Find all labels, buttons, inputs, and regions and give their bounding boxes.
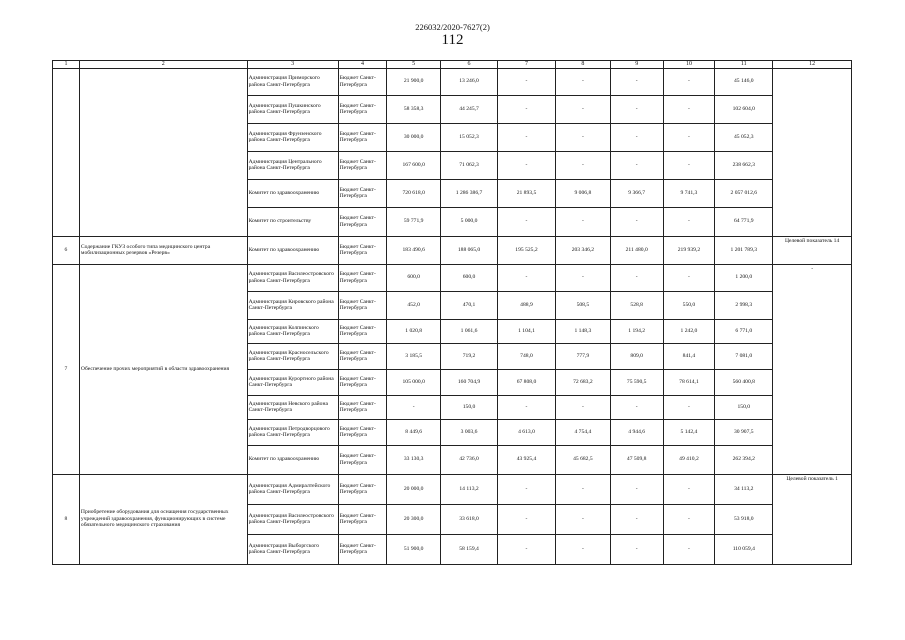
total-cell: 560 400,8 xyxy=(715,369,773,395)
executor-cell: Администрация Курортного района Санкт-Петербурга xyxy=(247,369,338,395)
year-value-cell: 42 736,0 xyxy=(441,445,498,474)
column-number: 8 xyxy=(555,61,610,69)
year-value-cell: - xyxy=(663,534,715,564)
year-value-cell: 21 900,0 xyxy=(387,68,441,95)
funding-source-cell: Бюджет Санкт-Петербурга xyxy=(338,151,387,179)
year-value-cell: 49 410,2 xyxy=(663,445,715,474)
column-number: 5 xyxy=(387,61,441,69)
year-value-cell: 3 003,6 xyxy=(441,419,498,445)
year-value-cell: 8 449,6 xyxy=(387,419,441,445)
target-indicator-note: Целевой показатель 14 xyxy=(773,236,852,264)
column-number: 6 xyxy=(441,61,498,69)
year-value-cell: - xyxy=(663,264,715,291)
year-value-cell: - xyxy=(610,151,663,179)
executor-cell: Администрация Адмиралтейского района Санкт-Петербурга xyxy=(247,474,338,504)
funding-source-cell: Бюджет Санкт-Петербурга xyxy=(338,534,387,564)
year-value-cell: 5 000,0 xyxy=(441,207,498,236)
year-value-cell: 45 682,5 xyxy=(555,445,610,474)
year-value-cell: 4 944,6 xyxy=(610,419,663,445)
year-value-cell: 59 771,9 xyxy=(387,207,441,236)
total-cell: 53 918,0 xyxy=(715,504,773,534)
item-number xyxy=(53,68,80,236)
year-value-cell: 550,0 xyxy=(663,291,715,319)
column-number: 2 xyxy=(79,61,247,69)
total-cell: 45 146,0 xyxy=(715,68,773,95)
year-value-cell: 4 613,0 xyxy=(498,419,556,445)
year-value-cell: - xyxy=(555,264,610,291)
year-value-cell: - xyxy=(498,264,556,291)
funding-source-cell: Бюджет Санкт-Петербурга xyxy=(338,207,387,236)
funding-source-cell: Бюджет Санкт-Петербурга xyxy=(338,369,387,395)
year-value-cell: - xyxy=(555,474,610,504)
year-value-cell: 105 000,0 xyxy=(387,369,441,395)
year-value-cell: 75 590,5 xyxy=(610,369,663,395)
target-indicator-note: Целевой показатель 1 xyxy=(773,474,852,564)
year-value-cell: - xyxy=(555,151,610,179)
year-value-cell: - xyxy=(663,504,715,534)
year-value-cell: 600,0 xyxy=(441,264,498,291)
funding-source-cell: Бюджет Санкт-Петербурга xyxy=(338,291,387,319)
executor-cell: Администрация Фрунзенского района Санкт-Петербурга xyxy=(247,123,338,151)
total-cell: 64 771,9 xyxy=(715,207,773,236)
year-value-cell: - xyxy=(498,68,556,95)
year-value-cell: 188 065,0 xyxy=(441,236,498,264)
year-value-cell: 72 683,2 xyxy=(555,369,610,395)
column-number: 11 xyxy=(715,61,773,69)
item-number: 7 xyxy=(53,264,80,474)
executor-cell: Комитет по здравоохранению xyxy=(247,445,338,474)
funding-source-cell: Бюджет Санкт-Петербурга xyxy=(338,123,387,151)
year-value-cell: 58 358,3 xyxy=(387,95,441,123)
year-value-cell: - xyxy=(555,534,610,564)
year-value-cell: 195 525,2 xyxy=(498,236,556,264)
column-number: 7 xyxy=(498,61,556,69)
year-value-cell: 30 000,0 xyxy=(387,123,441,151)
total-cell: 1 201 789,3 xyxy=(715,236,773,264)
year-value-cell: - xyxy=(555,123,610,151)
measure-title: Содержание ГКУЗ особого типа медицинского центра мобилизационных резервов «Резерв» xyxy=(79,236,247,264)
year-value-cell: - xyxy=(555,504,610,534)
executor-cell: Администрация Невского района Санкт-Петербурга xyxy=(247,395,338,419)
total-cell: 7 081,0 xyxy=(715,343,773,369)
year-value-cell: 219 939,2 xyxy=(663,236,715,264)
year-value-cell: 1 020,8 xyxy=(387,319,441,343)
measure-title: Приобретение оборудования для оснащения государственных учреждений здравоохранения, функционирующих в системе обязательного медицинского страхования xyxy=(79,474,247,564)
item-number: 6 xyxy=(53,236,80,264)
target-indicator-note xyxy=(773,68,852,236)
year-value-cell: - xyxy=(555,68,610,95)
year-value-cell: 719,2 xyxy=(441,343,498,369)
year-value-cell: 44 245,7 xyxy=(441,95,498,123)
executor-cell: Администрация Колпинского района Санкт-Петербурга xyxy=(247,319,338,343)
total-cell: 262 394,2 xyxy=(715,445,773,474)
year-value-cell: 13 246,0 xyxy=(441,68,498,95)
year-value-cell: 51 900,0 xyxy=(387,534,441,564)
year-value-cell: - xyxy=(387,395,441,419)
year-value-cell: - xyxy=(610,95,663,123)
year-value-cell: - xyxy=(663,207,715,236)
column-number: 4 xyxy=(338,61,387,69)
executor-cell: Администрация Петродворцового района Санкт-Петербурга xyxy=(247,419,338,445)
page-number: 112 xyxy=(441,32,464,48)
year-value-cell: 21 893,5 xyxy=(498,179,556,207)
executor-cell: Администрация Красносельского района Санкт-Петербурга xyxy=(247,343,338,369)
year-value-cell: 470,1 xyxy=(441,291,498,319)
executor-cell: Администрация Приморского района Санкт-Петербурга xyxy=(247,68,338,95)
total-cell: 34 113,2 xyxy=(715,474,773,504)
year-value-cell: 15 052,3 xyxy=(441,123,498,151)
year-value-cell: - xyxy=(610,68,663,95)
total-cell: 2 998,3 xyxy=(715,291,773,319)
column-number-row xyxy=(53,61,852,69)
year-value-cell: - xyxy=(663,474,715,504)
year-value-cell: 508,5 xyxy=(555,291,610,319)
year-value-cell: - xyxy=(498,395,556,419)
executor-cell: Комитет по здравоохранению xyxy=(247,236,338,264)
year-value-cell: 9 006,8 xyxy=(555,179,610,207)
total-cell: 30 907,5 xyxy=(715,419,773,445)
year-value-cell: 488,9 xyxy=(498,291,556,319)
funding-source-cell: Бюджет Санкт-Петербурга xyxy=(338,68,387,95)
year-value-cell: 528,8 xyxy=(610,291,663,319)
target-indicator-note: - xyxy=(773,264,852,474)
year-value-cell: - xyxy=(663,68,715,95)
funding-source-cell: Бюджет Санкт-Петербурга xyxy=(338,419,387,445)
year-value-cell: - xyxy=(663,151,715,179)
executor-cell: Администрация Кировского района Санкт-Петербурга xyxy=(247,291,338,319)
executor-cell: Комитет по строительству xyxy=(247,207,338,236)
year-value-cell: - xyxy=(610,534,663,564)
year-value-cell: 203 346,2 xyxy=(555,236,610,264)
table-row xyxy=(53,264,852,291)
year-value-cell: - xyxy=(498,207,556,236)
year-value-cell: - xyxy=(498,534,556,564)
year-value-cell: 71 062,3 xyxy=(441,151,498,179)
year-value-cell: - xyxy=(555,395,610,419)
executor-cell: Администрация Пушкинского района Санкт-Петербурга xyxy=(247,95,338,123)
year-value-cell: 1 061,6 xyxy=(441,319,498,343)
funding-source-cell: Бюджет Санкт-Петербурга xyxy=(338,95,387,123)
measure-title: Обеспечение прочих мероприятий в области здравоохранения xyxy=(79,264,247,474)
column-number: 10 xyxy=(663,61,715,69)
year-value-cell: 43 925,4 xyxy=(498,445,556,474)
year-value-cell: 748,0 xyxy=(498,343,556,369)
year-value-cell: - xyxy=(498,474,556,504)
column-number: 3 xyxy=(247,61,338,69)
year-value-cell: 20 000,0 xyxy=(387,474,441,504)
total-cell: 110 059,4 xyxy=(715,534,773,564)
year-value-cell: 33 130,3 xyxy=(387,445,441,474)
year-value-cell: 167 600,0 xyxy=(387,151,441,179)
document-registration-code: 226032/2020-7627(2) xyxy=(415,22,490,32)
year-value-cell: 1 148,3 xyxy=(555,319,610,343)
total-cell: 1 200,0 xyxy=(715,264,773,291)
year-value-cell: 14 113,2 xyxy=(441,474,498,504)
year-value-cell: - xyxy=(610,395,663,419)
year-value-cell: 600,0 xyxy=(387,264,441,291)
funding-source-cell: Бюджет Санкт-Петербурга xyxy=(338,504,387,534)
column-number: 12 xyxy=(773,61,852,69)
year-value-cell: - xyxy=(610,474,663,504)
year-value-cell: - xyxy=(555,207,610,236)
year-value-cell: - xyxy=(610,123,663,151)
year-value-cell: 720 618,0 xyxy=(387,179,441,207)
year-value-cell: 20 300,0 xyxy=(387,504,441,534)
column-number: 9 xyxy=(610,61,663,69)
year-value-cell: - xyxy=(610,207,663,236)
executor-cell: Администрация Василеостровского района Санкт-Петербурга xyxy=(247,264,338,291)
year-value-cell: 47 509,8 xyxy=(610,445,663,474)
year-value-cell: 58 159,4 xyxy=(441,534,498,564)
total-cell: 238 662,3 xyxy=(715,151,773,179)
year-value-cell: - xyxy=(498,151,556,179)
year-value-cell: 183 490,6 xyxy=(387,236,441,264)
funding-source-cell: Бюджет Санкт-Петербурга xyxy=(338,474,387,504)
year-value-cell: 1 286 386,7 xyxy=(441,179,498,207)
table-row xyxy=(53,474,852,504)
year-value-cell: - xyxy=(498,504,556,534)
year-value-cell: 160 704,9 xyxy=(441,369,498,395)
year-value-cell: - xyxy=(498,123,556,151)
year-value-cell: 1 242,0 xyxy=(663,319,715,343)
measure-title xyxy=(79,68,247,236)
year-value-cell: 67 808,0 xyxy=(498,369,556,395)
year-value-cell: 4 754,4 xyxy=(555,419,610,445)
item-number: 8 xyxy=(53,474,80,564)
year-value-cell: - xyxy=(610,264,663,291)
year-value-cell: 3 185,5 xyxy=(387,343,441,369)
year-value-cell: - xyxy=(498,95,556,123)
year-value-cell: 9 366,7 xyxy=(610,179,663,207)
total-cell: 102 604,0 xyxy=(715,95,773,123)
year-value-cell: - xyxy=(663,123,715,151)
year-value-cell: 150,0 xyxy=(441,395,498,419)
funding-source-cell: Бюджет Санкт-Петербурга xyxy=(338,264,387,291)
column-number: 1 xyxy=(53,61,80,69)
year-value-cell: 9 741,3 xyxy=(663,179,715,207)
funding-source-cell: Бюджет Санкт-Петербурга xyxy=(338,236,387,264)
year-value-cell: - xyxy=(663,95,715,123)
funding-source-cell: Бюджет Санкт-Петербурга xyxy=(338,445,387,474)
funding-source-cell: Бюджет Санкт-Петербурга xyxy=(338,319,387,343)
year-value-cell: - xyxy=(555,95,610,123)
year-value-cell: 452,0 xyxy=(387,291,441,319)
year-value-cell: 841,4 xyxy=(663,343,715,369)
total-cell: 150,0 xyxy=(715,395,773,419)
year-value-cell: 1 194,2 xyxy=(610,319,663,343)
executor-cell: Администрация Центрального района Санкт-Петербурга xyxy=(247,151,338,179)
total-cell: 45 052,3 xyxy=(715,123,773,151)
year-value-cell: 777,9 xyxy=(555,343,610,369)
funding-source-cell: Бюджет Санкт-Петербурга xyxy=(338,395,387,419)
year-value-cell: 211 480,0 xyxy=(610,236,663,264)
year-value-cell: 78 614,1 xyxy=(663,369,715,395)
budget-table xyxy=(52,60,852,565)
executor-cell: Комитет по здравоохранению xyxy=(247,179,338,207)
total-cell: 6 771,0 xyxy=(715,319,773,343)
year-value-cell: 1 104,1 xyxy=(498,319,556,343)
total-cell: 2 057 012,6 xyxy=(715,179,773,207)
executor-cell: Администрация Выборгского района Санкт-Петербурга xyxy=(247,534,338,564)
table-row xyxy=(53,236,852,264)
year-value-cell: 33 618,0 xyxy=(441,504,498,534)
year-value-cell: - xyxy=(610,504,663,534)
year-value-cell: 809,0 xyxy=(610,343,663,369)
executor-cell: Администрация Василеостровского района Санкт-Петербурга xyxy=(247,504,338,534)
table-row xyxy=(53,68,852,95)
year-value-cell: - xyxy=(663,395,715,419)
funding-source-cell: Бюджет Санкт-Петербурга xyxy=(338,343,387,369)
funding-source-cell: Бюджет Санкт-Петербурга xyxy=(338,179,387,207)
year-value-cell: 5 142,4 xyxy=(663,419,715,445)
